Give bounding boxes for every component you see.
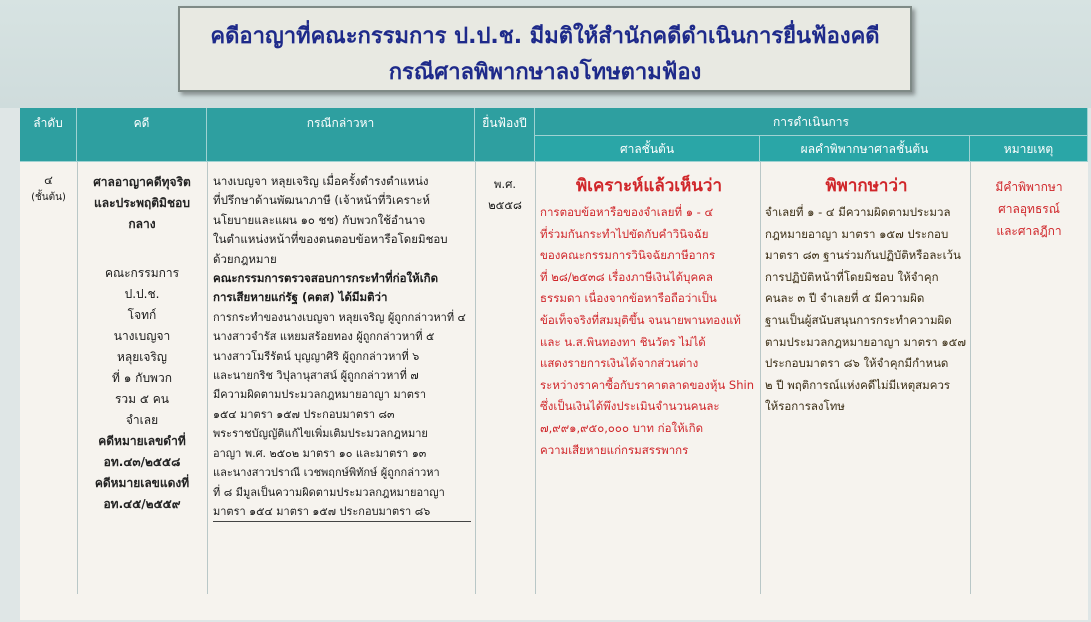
- case-party-line: คณะกรรมการ: [104, 266, 180, 280]
- allegation-line: ในตำแหน่งหน้าที่ของตนตอบข้อหารือโดยมิชอบ: [213, 232, 448, 247]
- allegation-line: ด้วยกฎหมาย: [213, 251, 277, 266]
- court-line: ของคณะกรรมการวินิจฉัยภาษีอากร: [540, 248, 716, 263]
- filed-year-value: ๒๕๕๘: [488, 198, 522, 212]
- allegation-line: นางสาวโมรีรัตน์ บุญญาศิริ ผู้ถูกกล่าวหาที่ ๖: [213, 349, 420, 363]
- verdict-line: ประกอบมาตรา ๘๖ ให้จำคุกมีกำหนด: [765, 356, 949, 371]
- allegation-line: และนางสาวปราณี เวชพฤกษ์พิทักษ์ ผู้ถูกกล่าวหา: [213, 466, 440, 480]
- court-line: ซึ่งเป็นเงินได้พึงประเมินจำนวนคนละ: [540, 399, 720, 414]
- court-line: ๗,๙๙๑,๙๕๐,๐๐๐ บาท ก่อให้เกิด: [540, 420, 704, 435]
- allegation-line: และนายกริช วิปุลานุสาสน์ ผู้ถูกกล่าวหาที่ ๗: [213, 369, 419, 383]
- allegation-line: พระราชบัญญัติแก้ไขเพิ่มเติมประมวลกฎหมาย: [213, 427, 428, 441]
- order-number: ๔: [44, 173, 53, 187]
- allegation-line: นโยบายและแผน ๑๐ ชช) กับพวกใช้อำนาจ: [213, 212, 426, 227]
- allegation-line: มีความผิดตามประมวลกฎหมายอาญา มาตรา: [213, 388, 426, 402]
- verdict-line: จำเลยที่ ๑ - ๔ มีความผิดตามประมวล: [765, 205, 951, 219]
- column-divider: [207, 162, 208, 594]
- cell-first-verdict: [765, 174, 968, 418]
- column-divider: [760, 162, 761, 594]
- allegation-line: นางเบญจา หลุยเจริญ เมื่อครั้งดำรงตำแหน่ง: [213, 174, 429, 188]
- court-line: ความเสียหายแก่กรมสรรพากร: [540, 442, 689, 457]
- cell-allegation: [213, 172, 471, 522]
- court-line: แสดงรายการเงินได้จากส่วนต่าง: [540, 356, 699, 371]
- case-black-number-label: คดีหมายเลขดำที่: [98, 434, 186, 448]
- allegation-line: ที่ปรึกษาด้านพัฒนาภาษี (เจ้าหน้าที่วิเคราะห์: [213, 193, 430, 208]
- allegation-line: มาตรา ๑๕๔ มาตรา ๑๕๗ ประกอบมาตรา ๘๖: [213, 502, 471, 522]
- verdict-line: กฎหมายอาญา มาตรา ๑๕๗ ประกอบ: [765, 226, 949, 241]
- title-line-2: กรณีศาลพิพากษาลงโทษตามฟ้อง: [388, 60, 702, 85]
- court-line: ที่ร่วมกันกระทำไปขัดกับคำวินิจฉัย: [540, 226, 709, 241]
- verdict-line: ตามประมวลกฎหมายอาญา มาตรา ๑๕๗: [765, 334, 967, 349]
- column-divider: [535, 162, 536, 594]
- remark-line: ศาลอุทธรณ์: [998, 202, 1060, 216]
- case-court-line: ศาลอาญาคดีทุจริต: [93, 175, 191, 189]
- court-line: ข้อเท็จจริงที่สมมุติขึ้น จนนายพานทองแท้: [540, 312, 741, 327]
- column-divider: [475, 162, 476, 594]
- court-line: ธรรมดา เนื่องจากข้อหารือถือว่าเป็น: [540, 291, 717, 306]
- header-remark: หมายเหตุ: [970, 136, 1088, 162]
- court-line: การตอบข้อหารือของจำเลยที่ ๑ - ๔: [540, 205, 714, 219]
- verdict-line: ๒ ปี พฤติการณ์แห่งคดีไม่มีเหตุสมควร: [765, 377, 951, 392]
- cell-order: [20, 172, 77, 206]
- case-party-line: ที่ ๑ กับพวก: [112, 371, 172, 385]
- remark-line: มีคำพิพากษา: [995, 180, 1063, 194]
- court-line: ระหว่างราคาซื้อกับราคาตลาดของหุ้น Shin: [540, 377, 755, 392]
- verdict-line: คนละ ๓ ปี จำเลยที่ ๕ มีความผิด: [765, 291, 925, 306]
- case-court-line: กลาง: [128, 217, 156, 231]
- header-order: ลำดับ: [20, 108, 77, 162]
- title-box: [178, 6, 912, 92]
- verdict-line: การปฏิบัติหน้าที่โดยมิชอบ ให้จำคุก: [765, 269, 939, 284]
- case-party-line: รวม ๕ คน: [114, 392, 170, 406]
- header-first-verdict: ผลคำพิพากษาศาลชั้นต้น: [760, 136, 970, 162]
- case-party-line: จำเลย: [125, 413, 159, 427]
- cell-remark: [972, 176, 1086, 242]
- verdict-line: ฐานเป็นผู้สนับสนุนการกระทำความผิด: [765, 312, 952, 327]
- order-stage: (ชั้นต้น): [31, 192, 66, 203]
- allegation-committee-line: การเสียหายแก่รัฐ (คตส) ได้มีมติว่า: [213, 290, 388, 305]
- court-line: และ น.ส.พินทองทา ชินวัตร ไม่ได้: [540, 334, 706, 349]
- verdict-line: ให้รอการลงโทษ: [765, 399, 845, 414]
- verdict-line: มาตรา ๘๓ ฐานร่วมกันปฏิบัติหรือละเว้น: [765, 248, 961, 263]
- case-court-line: และประพฤติมิชอบ: [94, 196, 190, 210]
- case-party-line: หลุยเจริญ: [116, 350, 168, 364]
- header-action: การดำเนินการ: [535, 108, 1088, 136]
- cell-filed-year: [475, 174, 535, 216]
- verdict-heading: พิพากษาว่า: [825, 176, 908, 196]
- court-heading: พิเคราะห์แล้วเห็นว่า: [575, 176, 723, 196]
- header-allegation: กรณีกล่าวหา: [207, 108, 475, 162]
- filed-year-era: พ.ศ.: [493, 177, 517, 191]
- case-party-line: โจทก์: [127, 308, 157, 322]
- column-divider: [970, 162, 971, 594]
- header-court-first: ศาลชั้นต้น: [535, 136, 760, 162]
- allegation-line: ๑๕๔ มาตรา ๑๕๗ ประกอบมาตรา ๘๓: [213, 407, 395, 421]
- remark-line: และศาลฎีกา: [996, 224, 1062, 238]
- title-line-1: คดีอาญาที่คณะกรรมการ ป.ป.ช. มีมติให้สำนักคดีดำเนินการยื่นฟ้องคดี: [210, 24, 880, 49]
- allegation-line: นางสาวจำรัส แหยมสร้อยทอง ผู้ถูกกล่าวหาที่ ๕: [213, 330, 435, 344]
- case-red-number-label: คดีหมายเลขแดงที่: [94, 476, 190, 490]
- cell-court-first: [540, 174, 758, 461]
- case-party-line: นางเบญจา: [113, 329, 171, 343]
- header-case: คดี: [77, 108, 207, 162]
- case-red-number: อท.๔๕/๒๕๕๙: [103, 497, 181, 511]
- allegation-committee-line: คณะกรรมการตรวจสอบการกระทำที่ก่อให้เกิด: [213, 271, 439, 286]
- header-filed-year: ยื่นฟ้องปี: [475, 108, 535, 162]
- allegation-line: การกระทำของนางเบญจา หลุยเจริญ ผู้ถูกกล่าวหาที่ ๔: [213, 310, 466, 324]
- court-line: ที่ ๒๘/๒๕๓๘ เรื่องภาษีเงินได้บุคคล: [540, 269, 713, 284]
- case-party-line: ป.ป.ช.: [124, 287, 160, 301]
- case-black-number: อท.๔๓/๒๕๕๘: [103, 455, 181, 469]
- cell-case: [77, 172, 207, 515]
- allegation-line: ที่ ๘ มีมูลเป็นความผิดตามประมวลกฎหมายอาญา: [213, 485, 445, 499]
- allegation-line: อาญา พ.ศ. ๒๕๐๒ มาตรา ๑๐ และมาตรา ๑๓: [213, 446, 427, 460]
